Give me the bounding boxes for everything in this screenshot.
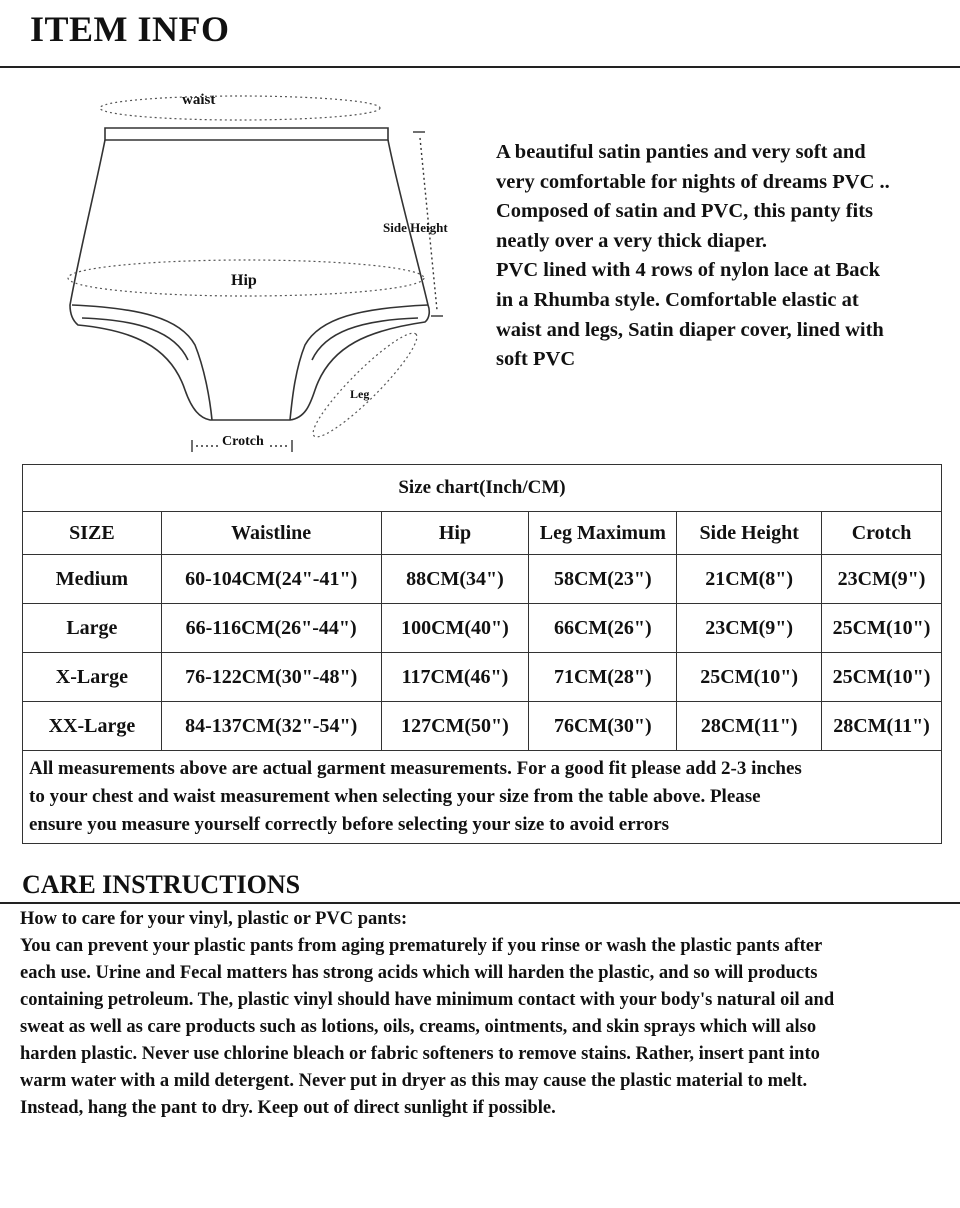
table-cell: 23CM(9"): [822, 555, 942, 604]
table-cell: 71CM(28"): [529, 653, 677, 702]
description-line: very comfortable for nights of dreams PVC ..: [496, 170, 890, 193]
table-cell: 117CM(46"): [381, 653, 529, 702]
note-line: to your chest and waist measurement when selecting your size from the table above. Please: [29, 786, 761, 807]
waist-label: waist: [182, 92, 216, 108]
table-cell: 66CM(26"): [529, 604, 677, 653]
table-cell: 60-104CM(24"-41"): [161, 555, 381, 604]
column-header: Crotch: [822, 512, 942, 555]
care-title: CARE INSTRUCTIONS: [22, 870, 301, 899]
table-cell: 84-137CM(32"-54"): [161, 702, 381, 751]
table-cell: 25CM(10"): [822, 653, 942, 702]
care-divider: [0, 902, 960, 904]
size-chart-note: [23, 751, 942, 844]
table-cell: 21CM(8"): [677, 555, 822, 604]
page-title: ITEM INFO: [30, 9, 230, 49]
table-cell: 127CM(50"): [381, 702, 529, 751]
leg-label: Leg: [350, 387, 370, 401]
table-cell: 23CM(9"): [677, 604, 822, 653]
care-line: each use. Urine and Fecal matters has strong acids which will harden the plastic, and so will products: [20, 963, 818, 983]
table-cell: 25CM(10"): [677, 653, 822, 702]
table-cell: 100CM(40"): [381, 604, 529, 653]
table-cell: XX-Large: [23, 702, 162, 751]
crotch-label: Crotch: [222, 434, 264, 449]
description-line: neatly over a very thick diaper.: [496, 229, 768, 252]
note-line: All measurements above are actual garment measurements. For a good fit please add 2-3 inches: [29, 758, 802, 779]
title-divider: [0, 66, 960, 68]
care-line: Instead, hang the pant to dry. Keep out of direct sunlight if possible.: [20, 1098, 556, 1118]
description-line: waist and legs, Satin diaper cover, lined with: [496, 318, 884, 341]
column-header: Side Height: [677, 512, 822, 555]
column-header: SIZE: [23, 512, 162, 555]
care-line: sweat as well as care products such as lotions, oils, creams, ointments, and skin sprays which will also: [20, 1017, 817, 1037]
hip-label: Hip: [231, 272, 257, 289]
care-instructions: [20, 906, 940, 1122]
description-line: Composed of satin and PVC, this panty fits: [496, 200, 874, 223]
table-row: [23, 653, 942, 702]
size-chart-table: [22, 464, 942, 844]
table-cell: 58CM(23"): [529, 555, 677, 604]
description-line: soft PVC: [496, 348, 576, 371]
column-header: Hip: [381, 512, 529, 555]
table-cell: 28CM(11"): [822, 702, 942, 751]
care-line: warm water with a mild detergent. Never put in dryer as this may cause the plastic material to melt.: [20, 1071, 808, 1091]
care-line: containing petroleum. The, plastic vinyl should have minimum contact with your body's natural oil and: [20, 990, 835, 1010]
table-cell: 76-122CM(30"-48"): [161, 653, 381, 702]
table-row: [23, 604, 942, 653]
description-line: in a Rhumba style. Comfortable elastic at: [496, 288, 859, 311]
table-cell: 88CM(34"): [381, 555, 529, 604]
column-header: Waistline: [161, 512, 381, 555]
table-cell: X-Large: [23, 653, 162, 702]
garment-diagram: [60, 80, 480, 460]
table-cell: 25CM(10"): [822, 604, 942, 653]
column-header: Leg Maximum: [529, 512, 677, 555]
description-line: A beautiful satin panties and very soft and: [496, 141, 866, 163]
description-line: PVC lined with 4 rows of nylon lace at Back: [496, 259, 881, 282]
side-height-label: Side Height: [383, 220, 448, 235]
care-line: How to care for your vinyl, plastic or PVC pants:: [20, 909, 408, 929]
table-header-row: [23, 512, 942, 555]
care-line: harden plastic. Never use chlorine bleach or fabric softeners to remove stains. Rather, insert pant into: [20, 1044, 820, 1064]
care-line: You can prevent your plastic pants from aging prematurely if you rinse or wash the plastic pants after: [20, 936, 823, 956]
product-description: [496, 138, 946, 375]
note-line: ensure you measure yourself correctly before selecting your size to avoid errors: [29, 814, 670, 835]
table-cell: 76CM(30"): [529, 702, 677, 751]
table-cell: 28CM(11"): [677, 702, 822, 751]
table-row: [23, 702, 942, 751]
size-chart-caption: Size chart(Inch/CM): [23, 465, 942, 512]
table-cell: 66-116CM(26"-44"): [161, 604, 381, 653]
table-row: [23, 555, 942, 604]
table-cell: Large: [23, 604, 162, 653]
table-cell: Medium: [23, 555, 162, 604]
